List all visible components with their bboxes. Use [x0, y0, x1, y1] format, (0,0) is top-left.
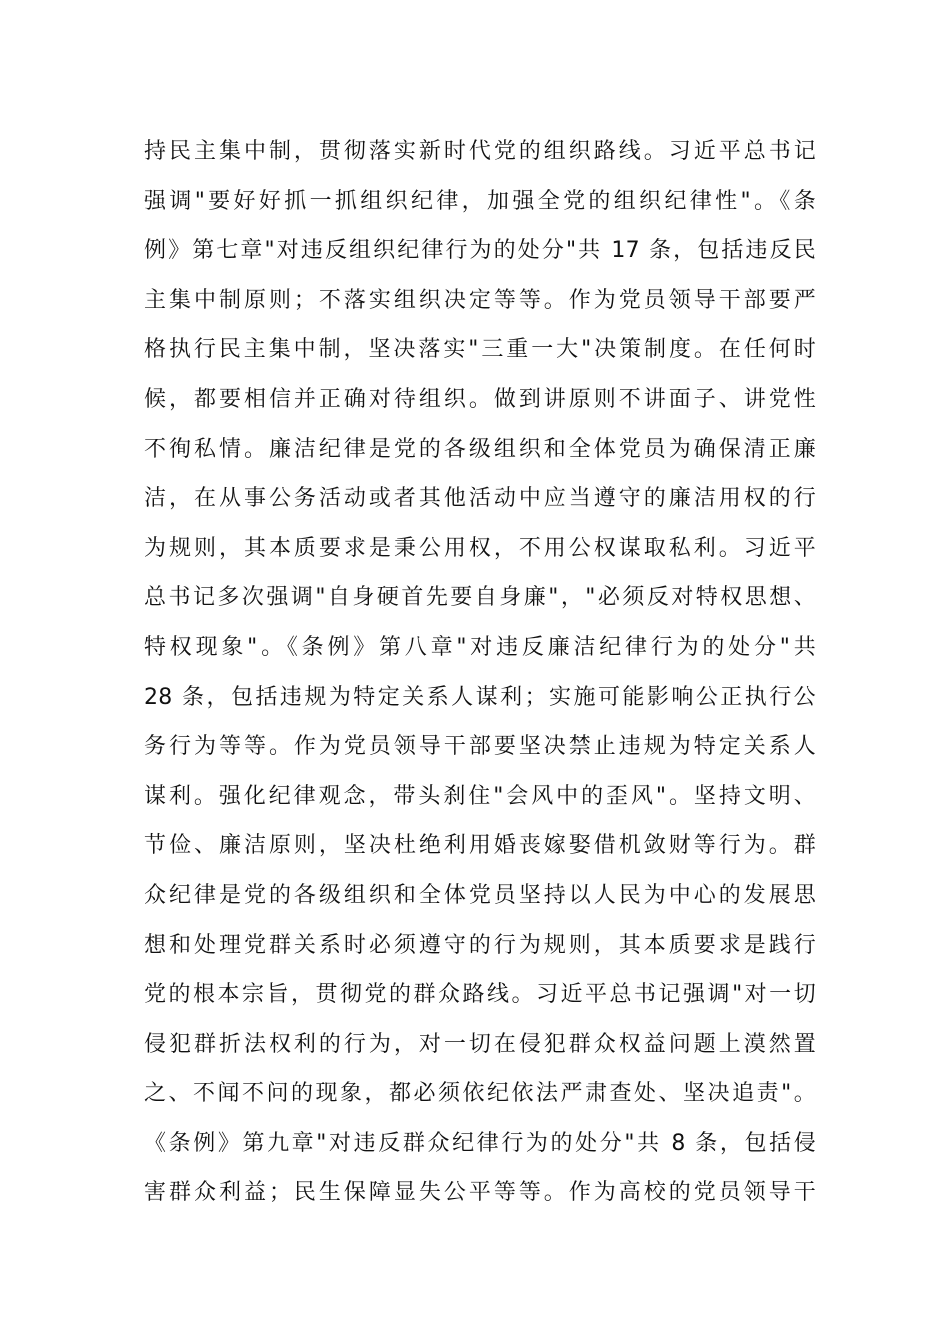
text-line-1: 持民主集中制，贯彻落实新时代党的组织路线。习近平总书记 — [144, 139, 816, 164]
text-line-22: 害群众利益；民生保障显失公平等等。作为高校的党员领导干 — [144, 1180, 816, 1206]
text-line-19: 侵犯群折法权利的行为，对一切在侵犯群众权益问题上漠然置 — [144, 1031, 816, 1057]
text-line-6: 候，都要相信并正确对待组织。做到讲原则不讲面子、讲党性 — [144, 386, 816, 412]
text-line-5: 格执行民主集中制，坚决落实"三重一大"决策制度。在任何时 — [144, 337, 816, 363]
text-line-9: 为规则，其本质要求是秉公用权，不用公权谋取私利。习近平 — [144, 535, 816, 561]
text-line-18: 党的根本宗旨，贯彻党的群众路线。习近平总书记强调"对一切 — [144, 982, 816, 1008]
text-line-13: 务行为等等。作为党员领导干部要坚决禁止违规为特定关系人 — [144, 734, 816, 760]
text-line-2: 强调"要好好抓一抓组织纪律，加强全党的组织纪律性"。《条 — [144, 188, 816, 214]
text-line-15: 节俭、廉洁原则，坚决杜绝利用婚丧嫁娶借机敛财等行为。群 — [144, 833, 816, 859]
text-line-4: 主集中制原则；不落实组织决定等等。作为党员领导干部要严 — [144, 287, 816, 313]
text-line-21: 《条例》第九章"对违反群众纪律行为的处分"共 8 条，包括侵 — [144, 1130, 816, 1156]
text-line-17: 想和处理党群关系时必须遵守的行为规则，其本质要求是践行 — [144, 932, 816, 958]
text-line-10: 总书记多次强调"自身硬首先要自身廉"，"必须反对特权思想、 — [144, 585, 816, 611]
text-line-7: 不徇私情。廉洁纪律是党的各级组织和全体党员为确保清正廉 — [144, 436, 816, 462]
text-line-8: 洁，在从事公务活动或者其他活动中应当遵守的廉洁用权的行 — [144, 486, 816, 512]
text-line-11: 特权现象"。《条例》第八章"对违反廉洁纪律行为的处分"共 — [144, 634, 816, 660]
text-line-3: 例》第七章"对违反组织纪律行为的处分"共 17 条，包括违反民 — [144, 238, 816, 264]
body-text — [144, 127, 816, 1218]
text-line-12: 28 条，包括违规为特定关系人谋利；实施可能影响公正执行公 — [144, 684, 816, 710]
text-line-16: 众纪律是党的各级组织和全体党员坚持以人民为中心的发展思 — [144, 882, 816, 908]
text-line-14: 谋利。强化纪律观念，带头刹住"会风中的歪风"。坚持文明、 — [144, 783, 816, 809]
text-line-20: 之、不闻不问的现象，都必须依纪依法严肃查处、坚决追责"。 — [144, 1081, 816, 1107]
